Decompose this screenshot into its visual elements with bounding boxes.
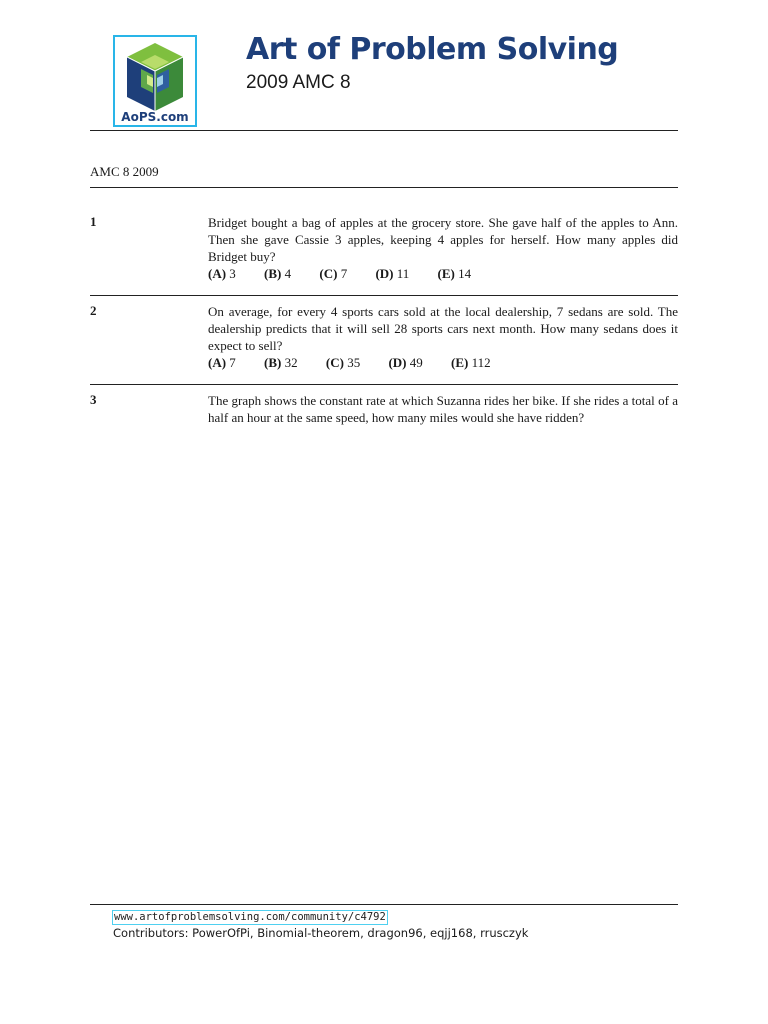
problem-number: 1 <box>90 214 97 229</box>
choice-a: (A) 7 <box>208 355 236 370</box>
section-divider <box>90 187 678 188</box>
answer-choices <box>208 265 678 282</box>
problem-text: Bridget bought a bag of apples at the grocery store. She gave half of the apples to Ann. Then she gave Cassie 3 apples, keeping 4 apples for herself. How many apples did Bridget buy? <box>208 215 678 264</box>
choice-e: (E) 112 <box>450 355 491 370</box>
problem-text: On average, for every 4 sports cars sold at the local dealership, 7 sedans are sold. The dealership predicts that it will sell 28 sports cars next month. How many sedans does it expect to sell? <box>208 304 678 353</box>
choice-a: (A) 3 <box>208 266 236 281</box>
document-subtitle: 2009 AMC 8 <box>246 72 351 93</box>
contest-label: AMC 8 2009 <box>90 164 159 179</box>
problem-3 <box>208 392 678 426</box>
choice-d: (D) 11 <box>375 266 410 281</box>
choice-c: (C) 35 <box>325 355 361 370</box>
footer-divider <box>90 904 678 905</box>
problem-divider <box>90 295 678 296</box>
community-link[interactable]: www.artofproblemsolving.com/community/c4792 <box>114 911 386 923</box>
choice-b: (B) 4 <box>264 266 292 281</box>
problem-1 <box>208 214 678 282</box>
cube-logo-icon <box>123 41 187 113</box>
logo-text: AoPS.com <box>121 110 189 124</box>
choice-d: (D) 49 <box>388 355 423 370</box>
choice-c: (C) 7 <box>319 266 348 281</box>
problem-2 <box>208 303 678 371</box>
problem-text: The graph shows the constant rate at which Suzanna rides her bike. If she rides a total of a half an hour at the same speed, how many miles would she have ridden? <box>208 393 678 425</box>
contributors-text: Contributors: PowerOfPi, Binomial-theorem, dragon96, eqjj168, rrusczyk <box>113 926 529 940</box>
brand-title: Art of Problem Solving <box>246 32 619 67</box>
choice-b: (B) 32 <box>264 355 298 370</box>
header-divider <box>90 130 678 131</box>
problem-number: 3 <box>90 392 97 407</box>
problem-number: 2 <box>90 303 97 318</box>
answer-choices <box>208 354 678 371</box>
choice-e: (E) 14 <box>437 266 472 281</box>
aops-logo <box>113 35 197 127</box>
problem-divider <box>90 384 678 385</box>
